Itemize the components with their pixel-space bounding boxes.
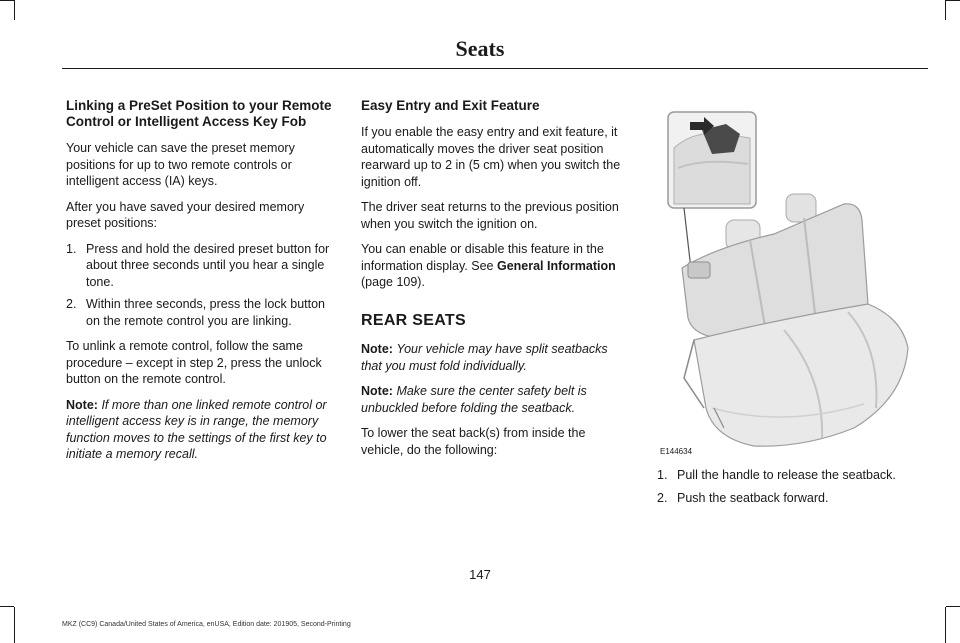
crop-mark: [945, 607, 946, 643]
step-text: Press and hold the desired preset button for about three seconds until you hear a single tone.: [86, 241, 330, 289]
text: (page 109).: [361, 275, 425, 289]
page-title: Seats: [455, 36, 505, 61]
note: [361, 341, 629, 374]
step-number: 2.: [657, 490, 668, 505]
list-item: [657, 490, 937, 507]
crop-mark: [14, 0, 15, 20]
text: You can enable or disable this feature in the information display. See: [361, 242, 604, 273]
footer-text: MKZ (CC9) Canada/United States of America, enUSA, Edition date: 201905, Second-Printing: [62, 621, 351, 628]
paragraph: Your vehicle can save the preset memory positions for up to two remote controls or intelligent access (IA) keys.: [66, 141, 295, 188]
step-text: Push the seatback forward.: [677, 490, 829, 505]
paragraph: If you enable the easy entry and exit feature, it automatically moves the driver seat position rearward up to 2 in (5 cm) when you switch the ignition off.: [361, 125, 621, 189]
list-item: [66, 296, 334, 329]
step-number: 1.: [657, 468, 668, 482]
cross-reference-link[interactable]: General Information: [496, 258, 616, 273]
crop-mark: [945, 0, 946, 20]
paragraph: To unlink a remote control, follow the same procedure – except in step 2, press the unlock button on the remote control.: [66, 339, 322, 386]
section-heading: Easy Entry and Exit Feature: [361, 98, 540, 113]
note-text: Make sure the center safety belt is unbuckled before folding the seatback.: [361, 384, 587, 415]
step-text: Pull the handle to release the seatback.: [677, 468, 896, 482]
figure-code: E144634: [660, 447, 693, 456]
note-text: Your vehicle may have split seatbacks that you must fold individually.: [361, 342, 608, 373]
note-label: Note:: [361, 384, 393, 398]
note-label: Note:: [66, 397, 98, 412]
note: [66, 397, 334, 463]
step-number: 2.: [66, 297, 77, 311]
crop-mark: [0, 0, 14, 1]
header-rule: [62, 68, 928, 69]
paragraph: After you have saved your desired memory preset positions:: [66, 199, 305, 230]
crop-mark: [946, 606, 960, 607]
crop-mark: [0, 606, 14, 607]
paragraph: To lower the seat back(s) from inside the vehicle, do the following:: [361, 426, 586, 457]
note-label: Note:: [361, 342, 393, 356]
section-heading: Linking a PreSet Position to your Remote Control or Intelligent Access Key Fob: [66, 98, 332, 129]
paragraph: [361, 241, 629, 291]
step-number: 1.: [66, 241, 77, 256]
list-item: [657, 467, 937, 484]
page-number: 147: [469, 567, 491, 582]
middle-column: [361, 98, 629, 467]
rear-seat-illustration: [654, 108, 930, 458]
step-text: Within three seconds, press the lock button on the remote control you are linking.: [86, 297, 326, 328]
paragraph: The driver seat returns to the previous position when you switch the ignition on.: [361, 200, 619, 231]
steps-list: [66, 241, 334, 330]
fold-steps-list: [657, 467, 937, 512]
note: [361, 383, 629, 416]
note-text: If more than one linked remote control or intelligent access key is in range, the memory function moves to the settings of the first key to initiate a memory recall.: [66, 397, 327, 461]
section-title: REAR SEATS: [361, 311, 466, 329]
left-column: [66, 98, 334, 472]
crop-mark: [946, 0, 960, 1]
list-item: [66, 241, 334, 291]
crop-mark: [14, 607, 15, 643]
